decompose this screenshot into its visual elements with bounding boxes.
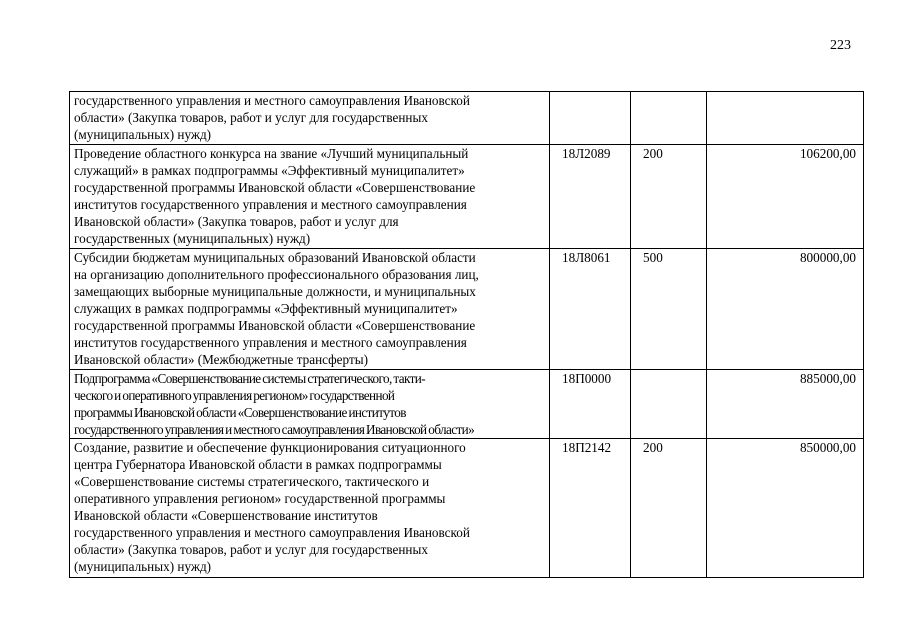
amount-cell <box>707 92 864 145</box>
amount-cell: 850000,00 <box>707 439 864 578</box>
target-article-code-cell: 18П2142 <box>550 439 631 578</box>
expense-type-cell: 500 <box>631 249 707 370</box>
target-article-code-cell: 18П0000 <box>550 370 631 439</box>
expense-type-cell <box>631 370 707 439</box>
page-number: 223 <box>830 38 851 53</box>
table-row <box>70 145 864 249</box>
row-name-cell: государственного управления и местного самоуправления Ивановской области» (Закупка товаров, работ и услуг для государственных (муниципальных) нужд) <box>70 92 550 145</box>
expense-type-cell <box>631 92 707 145</box>
amount-cell: 106200,00 <box>707 145 864 249</box>
table-row <box>70 92 864 145</box>
table-row <box>70 249 864 370</box>
expense-type-cell: 200 <box>631 145 707 249</box>
row-name-cell: Создание, развитие и обеспечение функционирования ситуационного центра Губернатора Ивановской области в рамках подпрограммы «Совершенствование системы стратегического, тактического и оперативного управления регионом» государственной программы Ивановской области «Совершенствование институтов государственного управления и местного самоуправления Ивановской области» (Закупка товаров, работ и услуг для государственных (муниципальных) нужд) <box>70 439 550 578</box>
table-row <box>70 370 864 439</box>
expense-type-cell: 200 <box>631 439 707 578</box>
target-article-code-cell: 18Л2089 <box>550 145 631 249</box>
target-article-code-cell <box>550 92 631 145</box>
row-name-cell: Подпрограмма «Совершенствование системы стратегического, такти- ческого и оперативного управления регионом» государственной программы Ивановской области «Совершенствование институтов государственного управления и местного самоуправления Ивановской области» <box>70 370 550 439</box>
amount-cell: 800000,00 <box>707 249 864 370</box>
target-article-code-cell: 18Л8061 <box>550 249 631 370</box>
row-name-cell: Проведение областного конкурса на звание «Лучший муниципальный служащий» в рамках подпрограммы «Эффективный муниципалитет» государственной программы Ивановской области «Совершенствование институтов государственного управления и местного самоуправления Ивановской области» (Закупка товаров, работ и услуг для государственных (муниципальных) нужд) <box>70 145 550 249</box>
amount-cell: 885000,00 <box>707 370 864 439</box>
table-row <box>70 439 864 578</box>
row-name-cell: Субсидии бюджетам муниципальных образований Ивановской области на организацию дополнительного профессионального образования лиц, замещающих выборные муниципальные должности, и муниципальных служащих в рамках подпрограммы «Эффективный муниципалитет» государственной программы Ивановской области «Совершенствование институтов государственного управления и местного самоуправления Ивановской области» (Межбюджетные трансферты) <box>70 249 550 370</box>
budget-table <box>69 91 864 578</box>
